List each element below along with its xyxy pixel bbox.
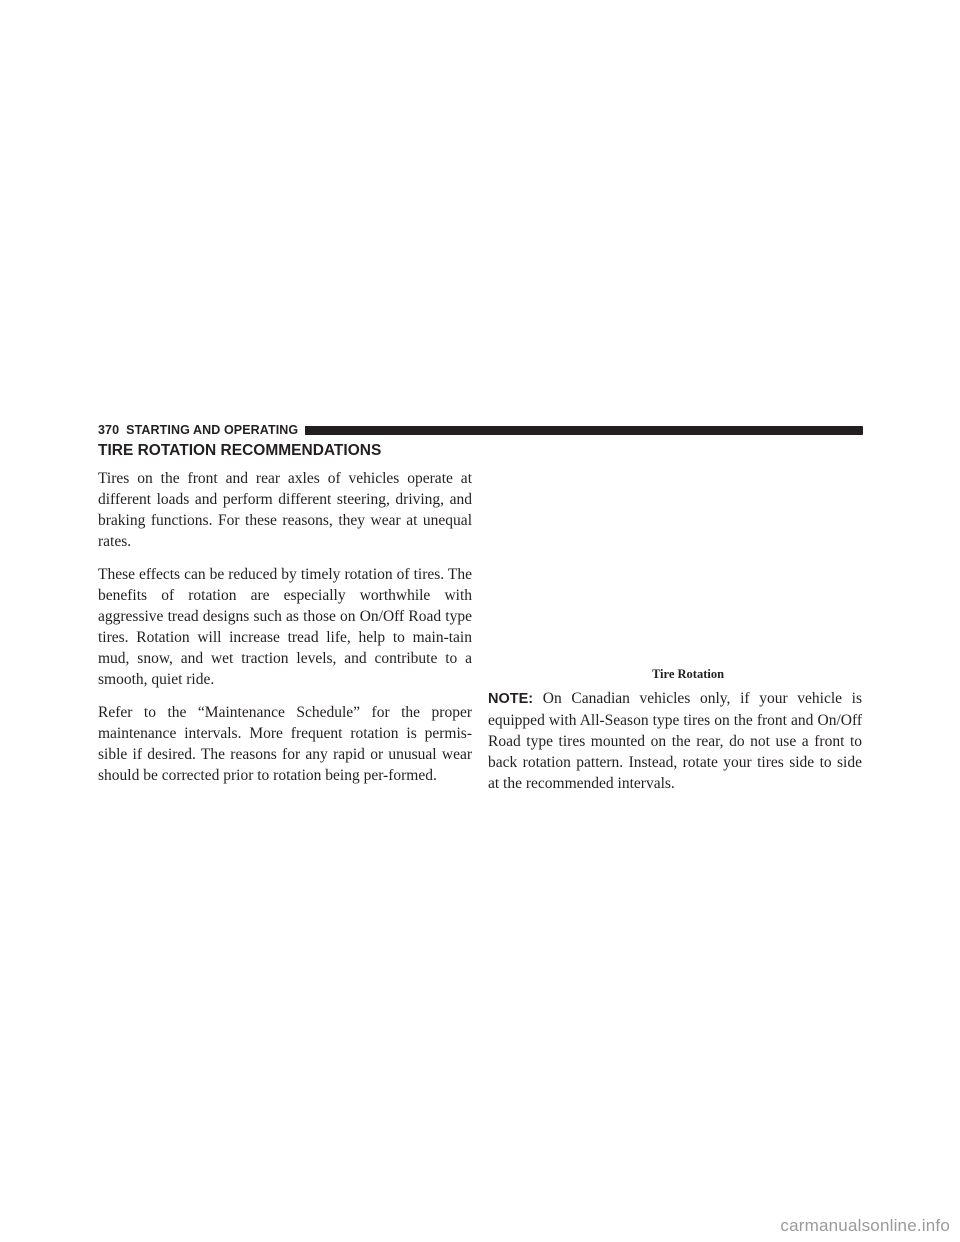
paragraph-3: Refer to the “Maintenance Schedule” for the proper maintenance intervals. More frequent rotation is permis-sible if desired. The reasons for any rapid or unusual wear should be corrected prior to rotation being per-formed. (98, 704, 472, 784)
paragraph-2: These effects can be reduced by timely rotation of tires. The benefits of rotation are especially worthwhile with aggressive tread designs such as those on On/Off Road type tires. Rotation will increase tread life, help to main-tain mud, snow, and wet traction levels, and contribute to a smooth, quiet ride. (98, 566, 472, 688)
figure-caption: Tire Rotation (651, 667, 725, 681)
page-header (98, 424, 863, 436)
left-column (98, 468, 472, 798)
paragraph-1: Tires on the front and rear axles of vehicles operate at different loads and perform different steering, driving, and braking functions. For these reasons, they wear at unequal rates. (98, 470, 472, 550)
section-name: STARTING AND OPERATING (126, 423, 299, 437)
note-label: NOTE: (488, 691, 534, 707)
note-text: On Canadian vehicles only, if your vehicle is equipped with All-Season type tires on the front and On/Off Road type tires mounted on the rear, do not use a front to back rotation pattern. Instead, rotate your tires side to side at the recommended intervals. (488, 690, 862, 792)
tire-rotation-figure (488, 470, 862, 662)
header-rule (305, 426, 863, 435)
page-number: 370 (98, 423, 120, 437)
watermark: carmanualsonline.info (780, 1216, 950, 1235)
section-heading: TIRE ROTATION RECOMMENDATIONS (98, 442, 382, 459)
right-column (488, 688, 862, 806)
note-paragraph (488, 688, 862, 794)
